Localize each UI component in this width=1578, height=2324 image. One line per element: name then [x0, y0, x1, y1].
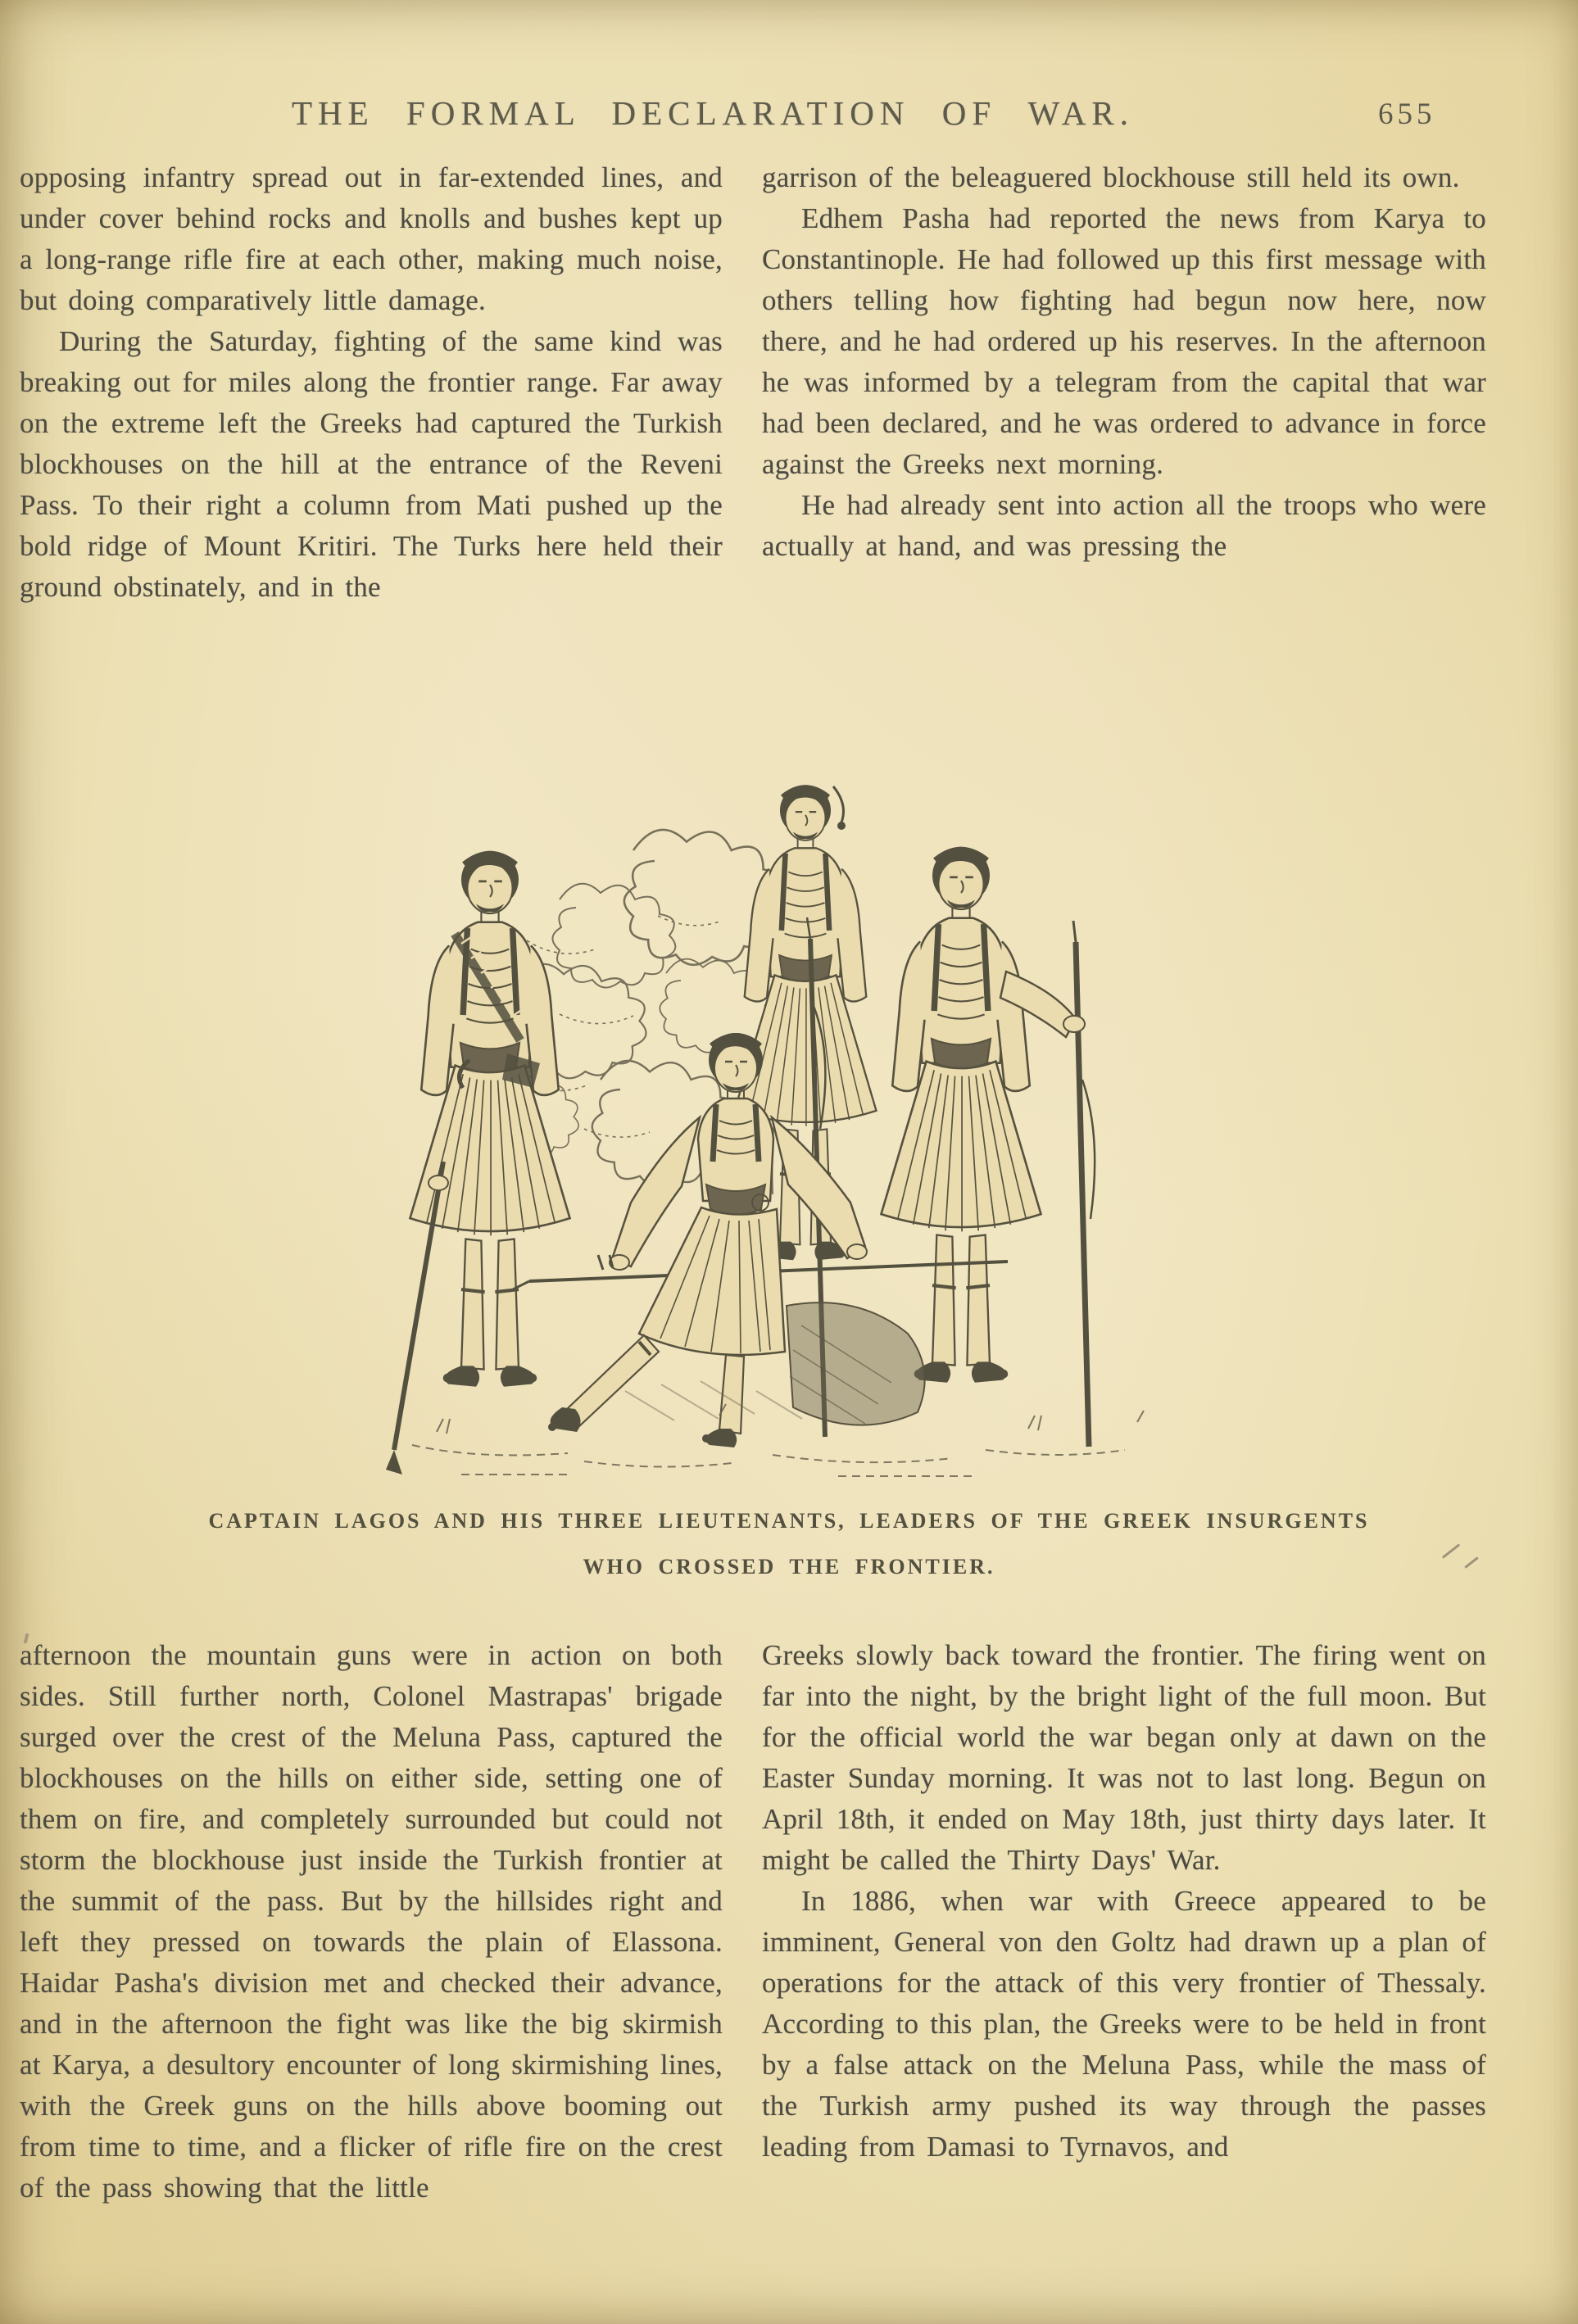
illustration-caption-line-2: WHO CROSSED THE FRONTIER. — [583, 1555, 995, 1579]
engraving-illustration — [314, 736, 1264, 1497]
paragraph: opposing infantry spread out in far-extended lines, and under cover behind rocks and knolls and bushes kept up a long-range rifle fire at each other, making much noise, but doing comparatively little damage. — [20, 161, 723, 316]
paragraph: Edhem Pasha had reported the news from Karya to Constantinople. He had followed up this first message with others telling how fighting had begun now here, now there, and he had ordered up his reserves. In the afternoon he was informed by a telegram from the capital that war had been declared, and he was ordered to advance in force against the Greeks next morning. — [762, 202, 1486, 480]
paragraph: In 1886, when war with Greece appeared to be imminent, General von den Goltz had drawn up a plan of operations for the attack of this very frontier of Thessaly. According to this plan, the Greeks were to be held in front by a false attack on the Meluna Pass, while the mass of the Turkish army pushed its way through the passes leading from Damasi to Tyrnavos, and — [762, 1885, 1486, 2163]
ground-hatching — [412, 1381, 1144, 1476]
top-left-column — [20, 157, 723, 608]
top-right-column — [762, 157, 1486, 567]
paragraph: He had already sent into action all the troops who were actually at hand, and was pressing the — [762, 489, 1486, 562]
paragraph: garrison of the beleaguered blockhouse still held its own. — [762, 161, 1460, 193]
illustration-caption-line-1: CAPTAIN LAGOS AND HIS THREE LIEUTENANTS, LEADERS OF THE GREEK INSURGENTS — [208, 1509, 1370, 1533]
page-number: 655 — [1378, 97, 1436, 131]
figure-left — [386, 851, 570, 1475]
bottom-left-column — [20, 1635, 723, 2208]
page-title: THE FORMAL DECLARATION OF WAR. — [291, 94, 1135, 132]
paragraph: During the Saturday, fighting of the same kind was breaking out for miles along the frontier range. Far away on the extreme left the Greeks had captured the Turkish blockhouses on the hill at the entrance of the Reveni Pass. To their right a column from Mati pushed up the bold ridge of Mount Kritiri. The Turks here held their ground obstinately, and in the — [20, 325, 723, 603]
paragraph: Greeks slowly back toward the frontier. The firing went on far into the night, by the bright light of the full moon. But for the official world the war began only at dawn on the Easter Sunday morning. It was not to last long. Begun on April 18th, it ended on May 18th, just thirty days later. It might be called the Thirty Days' War. — [762, 1639, 1486, 1876]
paragraph: afternoon the mountain guns were in action on both sides. Still further north, Colonel Mastrapas' brigade surged over the crest of the Meluna Pass, captured the blockhouses on the hills on either side, setting one of them on fire, and completely surrounded but could not storm the blockhouse just inside the Turkish frontier at the summit of the pass. But by the hillsides right and left they pressed on towards the plain of Elassona. Haidar Pasha's division met and checked their advance, and in the afternoon the fight was like the big skirmish at Karya, a desultory encounter of long skirmishing lines, with the Greek guns on the hills above booming out from time to time, and a flicker of rifle fire on the crest of the pass showing that the little — [20, 1639, 723, 2204]
bottom-right-column — [762, 1635, 1486, 2168]
